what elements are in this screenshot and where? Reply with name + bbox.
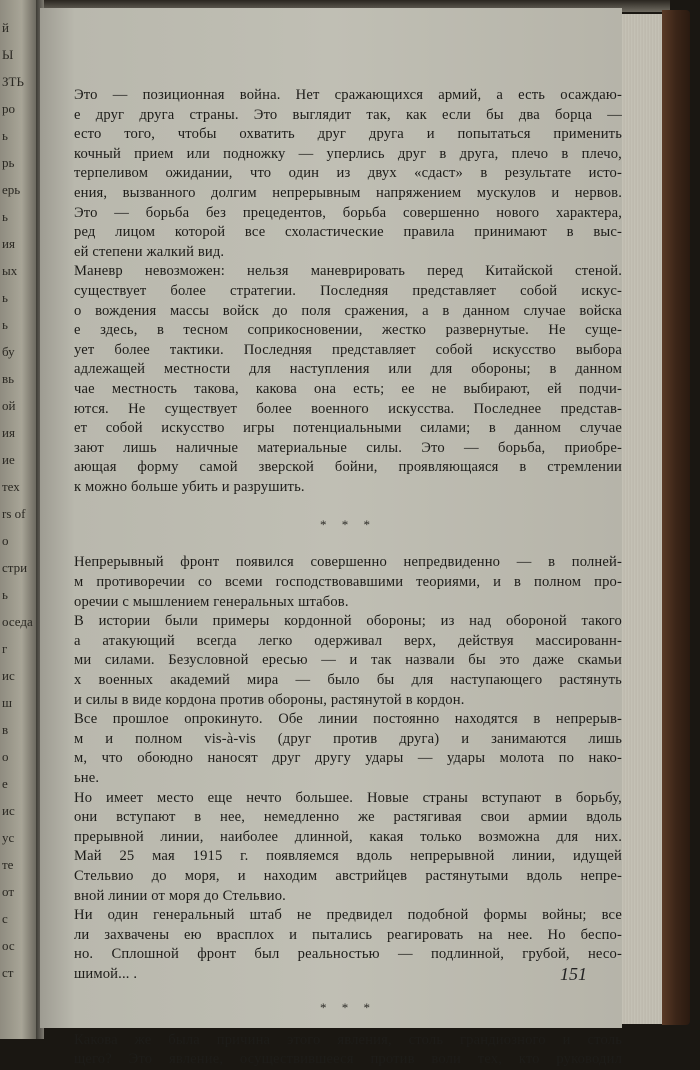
text-line: Маневр невозможен: нельзя маневрировать перед Китайской стеной. [74, 263, 622, 280]
text-line: ет собой искусство игры потенциальными силами; в данном случае [74, 420, 622, 437]
left-page-fragment: г [2, 641, 8, 656]
text-line: х военных академий мира — было бы для наступающего растянуть [74, 672, 622, 689]
section-separator: * * * [320, 517, 376, 533]
text-line: щего? Это явление, осуществившееся против воли тех, кто руководил [74, 1051, 622, 1068]
text-line: Это — борьба без прецедентов, борьба совершенно нового характера, [74, 204, 622, 221]
text-line: Какова же была причина этого явления, столь грандиозного и столь [74, 1031, 622, 1048]
text-line: к можно больше убить и разрушить. [74, 478, 305, 495]
text-line: адлежащей местности для наступления или для обороны; в данном [74, 361, 622, 378]
left-page-fragment: бу [2, 344, 15, 359]
text-line: Но имеет место еще нечто большее. Новые страны вступают в борьбу, [74, 789, 622, 806]
text-line: ающая форму самой зверской бойни, проявляющаяся в стремлении [74, 459, 622, 476]
page-text [74, 86, 622, 1070]
text-line: кочный прием или подножку — уперлись друг в друга, плечо в плечо, [74, 145, 622, 162]
left-page-fragment: ро [2, 101, 15, 116]
left-page-fragment: ие [2, 452, 15, 467]
text-line: Непрерывный фронт появился совершенно непредвиденно — в полней- [74, 554, 622, 571]
text-line: ли захвачены ею врасплох и пытались реагировать на нее. Но беспо- [74, 926, 622, 943]
left-page-fragment: ерь [2, 182, 21, 197]
left-page-fragment: ис [2, 668, 15, 683]
text-line: чае местность такова, какова она есть; ее не выбирают, ей подчи- [74, 380, 622, 397]
text-line: Все прошлое опрокинуто. Обе линии постоянно находятся в непрерыв- [74, 711, 622, 728]
left-page-fragment: стри [2, 560, 28, 575]
text-line: ьне. [74, 770, 100, 786]
left-page-fragment: е [2, 776, 8, 791]
text-line: Ни один генеральный штаб не предвидел подобной формы войны; все [74, 907, 622, 924]
text-line: Это — позиционная война. Нет сражающихся армий, а есть осаждаю- [74, 87, 622, 103]
left-page-fragment: ия [2, 425, 15, 440]
text-line: терпеливом ожидании, что один из двух «сдаст» в результате исто- [74, 165, 622, 182]
left-page-fragment: ой [2, 398, 16, 413]
text-line: ред лицом которой все схоластические правила принимают в выс- [74, 224, 622, 241]
left-page-fragment: рь [2, 155, 15, 170]
left-page-fragment: ус [2, 830, 15, 845]
book-cover [662, 10, 690, 1025]
text-line: зают лишь наличные материальные силы. Это — борьба, приобре- [74, 439, 622, 456]
left-page-fragment: ь [2, 587, 8, 602]
left-page-fragment: в [2, 722, 9, 737]
text-line: оречии с мышлением генеральных штабов. [74, 593, 349, 610]
text-line: Стельвио до моря, и находим австрийцев растянутыми вдоль непре- [74, 867, 622, 884]
left-page-fragment: ь [2, 128, 8, 143]
left-page-fragment: те [2, 857, 14, 872]
left-page-fragment: ия [2, 236, 15, 251]
section-separator: * * * [320, 999, 376, 1015]
text-line: о вождения массы войск до поля сражения, а в данном случае войска [74, 302, 622, 319]
left-page-fragment: ых [2, 263, 18, 278]
left-page-fragment: вь [2, 371, 15, 386]
left-page-fragment: й [2, 20, 9, 35]
left-page-fragment: тех [2, 479, 20, 494]
left-page-fragment: оседа [2, 614, 33, 629]
text-line: ует более тактики. Последняя представляет собой искусство выбора [74, 341, 622, 358]
text-line: м и полном vis-à-vis (друг против друга) и занимаются лишь [74, 730, 622, 747]
left-page-fragment: от [2, 884, 15, 899]
left-page-fragment: ст [2, 965, 14, 980]
section-3 [74, 1031, 622, 1070]
text-line: е друг друга страны. Это выглядит так, как если бы два борца — [74, 106, 622, 123]
left-page-fragment: ь [2, 317, 8, 332]
book-page [40, 8, 622, 1068]
left-page-fragment: Ы [2, 47, 14, 62]
text-line: шимой... . [74, 965, 138, 982]
left-page-fragment: ис [2, 803, 15, 818]
text-line: е здесь, в тесном соприкосновении, жестко развернутые. Не суще- [74, 322, 622, 339]
text-line: м противоречии со всеми господствовавшими теориями, и в полном про- [74, 574, 622, 591]
text-line: ей степени жалкий вид. [74, 243, 225, 260]
text-line: ми силами. Безусловной ересью — и так назвали бы это даже скамьи [74, 652, 622, 669]
text-line: В истории были примеры кордонной обороны; из над обороной такого [74, 613, 622, 630]
left-page-fragment: с [2, 911, 8, 926]
left-page-fragment: ос [2, 938, 15, 953]
text-line: вной линии от моря до Стельвио. [74, 887, 286, 904]
text-line: м, что обоюдно наносят друг другу удары — удары молота по нако- [74, 750, 622, 767]
text-line: существует более стратегии. Последняя представляет собой искус- [74, 282, 622, 299]
page-number: 151 [560, 964, 587, 984]
section-1 [74, 86, 622, 497]
text-line: они вступают в нее, немедленно же растягивая свои армии вдоль [74, 809, 622, 826]
text-line: прерывной линии, наиболее длинной, какая только возможна для них. [74, 828, 622, 845]
text-line: и силы в виде кордона против обороны, растянутой в кордон. [74, 691, 465, 708]
section-2 [74, 553, 622, 984]
left-page-fragment: о [2, 533, 9, 548]
page-edges [618, 14, 666, 1024]
text-line: ются. Не существует более военного искусства. Последнее представ- [74, 400, 622, 417]
left-page-fragment: ь [2, 209, 8, 224]
left-page-fragment: ь [2, 290, 8, 305]
left-page-edge [0, 0, 36, 1039]
left-page-fragment: о [2, 749, 9, 764]
text-line: но. Сплошной фронт был реальностью — подлинной, грубой, несо- [74, 946, 622, 963]
left-page-fragment: ш [2, 695, 13, 710]
text-line: Май 25 мая 1915 г. появляемся вдоль непрерывной линии, идущей [74, 848, 622, 865]
left-page-fragment: rs of [2, 506, 26, 521]
text-line: ения, вызванного долгим непрерывным напряжением мускулов и нервов. [74, 184, 622, 201]
text-line: есто того, чтобы охватить друг друга и попытаться применить [74, 126, 622, 143]
text-line: а атакующий всегда легко одерживал верх, действуя массированн- [74, 632, 622, 649]
left-page-fragment: ЗТЬ [2, 74, 24, 89]
